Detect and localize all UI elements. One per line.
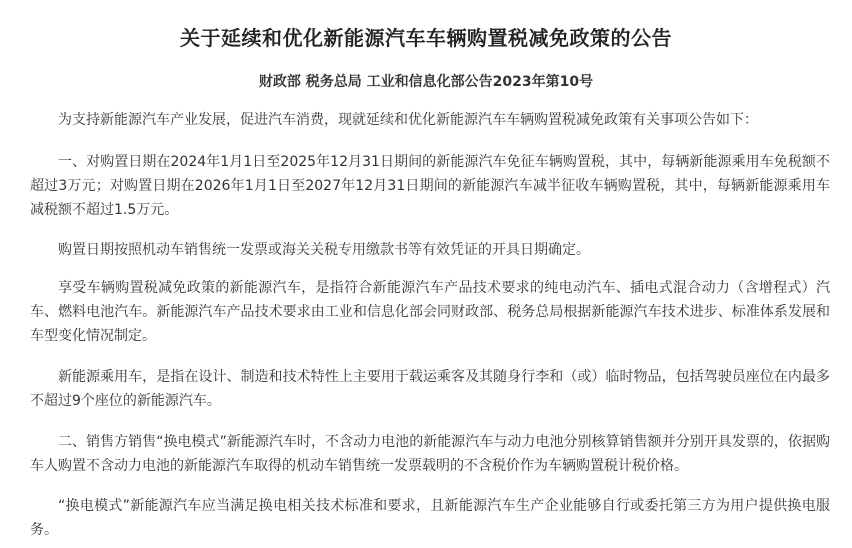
document-title: 关于延续和优化新能源汽车车辆购置税减免政策的公告	[180, 26, 672, 50]
battery-swap-paragraph: “换电模式”新能源汽车应当满足换电相关技术标准和要求，且新能源汽车生产企业能够自行或委托第三方为用户提供换电服务。	[30, 498, 830, 538]
clause-two-paragraph: 二、销售方销售“换电模式”新能源汽车时，不含动力电池的新能源汽车与动力电池分别核算销售额并分别开具发票的，依据购车人购置不含动力电池的新能源汽车取得的机动车销售统一发票载明的不含税价作为车辆购置税计税价格。	[30, 434, 830, 474]
intro-paragraph: 为支持新能源汽车产业发展，促进汽车消费，现就延续和优化新能源汽车车辆购置税减免政策有关事项公告如下：	[58, 112, 758, 128]
eligible-vehicles-paragraph: 享受车辆购置税减免政策的新能源汽车，是指符合新能源汽车产品技术要求的纯电动汽车、插电式混合动力（含增程式）汽车、燃料电池汽车。新能源汽车产品技术要求由工业和信息化部会同财政部、税务总局根据新能源汽车技术进步、标准体系发展和车型变化情况制定。	[30, 280, 830, 344]
purchase-date-paragraph: 购置日期按照机动车销售统一发票或海关关税专用缴款书等有效凭证的开具日期确定。	[58, 242, 590, 258]
document-subtitle: 财政部 税务总局 工业和信息化部公告2023年第10号	[258, 74, 594, 90]
clause-one-paragraph: 一、对购置日期在2024年1月1日至2025年12月31日期间的新能源汽车免征车辆购置税，其中，每辆新能源乘用车免税额不超过3万元；对购置日期在2026年1月1日至2027年12月31日期间的新能源汽车减半征收车辆购置税，其中，每辆新能源乘用车减税额不超过1.5万元。	[30, 154, 830, 218]
passenger-car-definition-paragraph: 新能源乘用车，是指在设计、制造和技术特性上主要用于载运乘客及其随身行李和（或）临时物品，包括驾驶员座位在内最多不超过9个座位的新能源汽车。	[30, 369, 830, 409]
